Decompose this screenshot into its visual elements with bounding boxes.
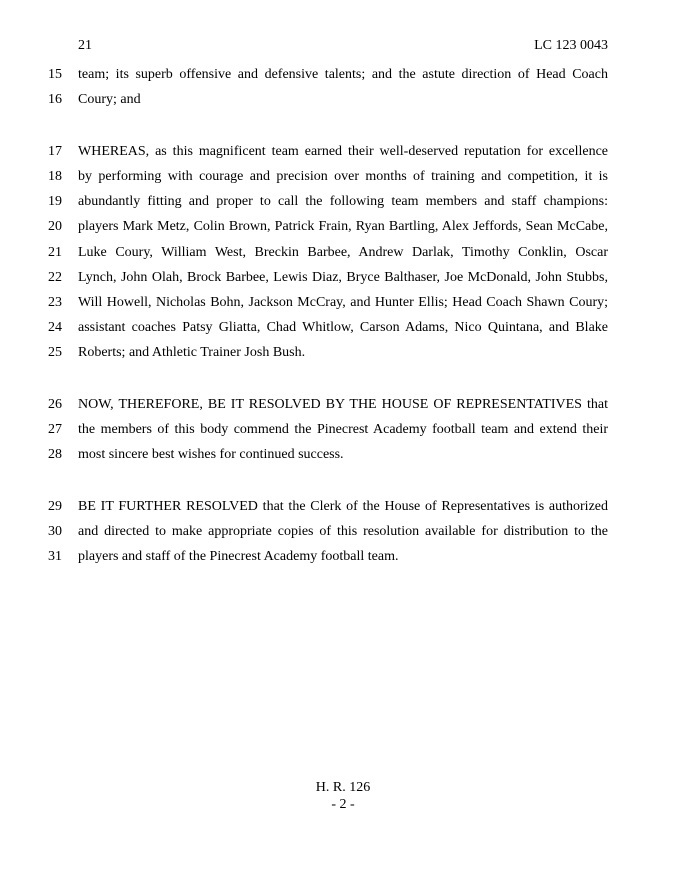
line-text: and directed to make appropriate copies of this resolution available for distribution to the (78, 524, 608, 539)
line-text: Lynch, John Olah, Brock Barbee, Lewis Diaz, Bryce Balthaser, Joe McDonald, John Stubbs, (78, 270, 608, 285)
line-24 (0, 318, 686, 338)
line-30 (0, 522, 686, 542)
line-number: 22 (48, 270, 62, 285)
footer-page-number: - 2 - (331, 797, 355, 812)
line-15 (0, 65, 686, 85)
line-text: Coury; and (78, 92, 141, 107)
line-text: most sincere best wishes for continued success. (78, 447, 344, 462)
line-19 (0, 192, 686, 212)
line-text: WHEREAS, as this magnificent team earned their well-deserved reputation for excellence (78, 144, 608, 159)
line-number: 23 (48, 295, 62, 310)
line-text: Luke Coury, William West, Breckin Barbee, Andrew Darlak, Timothy Conklin, Oscar (78, 245, 608, 260)
line-text: team; its superb offensive and defensive talents; and the astute direction of Head Coach (78, 67, 608, 82)
line-number: 24 (48, 320, 62, 335)
line-text: the members of this body commend the Pinecrest Academy football team and extend their (78, 422, 608, 437)
line-text: abundantly fitting and proper to call the following team members and staff champions: (78, 194, 608, 209)
line-18 (0, 167, 686, 187)
line-number: 18 (48, 169, 62, 184)
line-text: assistant coaches Patsy Gliatta, Chad Whitlow, Carson Adams, Nico Quintana, and Blake (78, 320, 608, 335)
line-16 (0, 90, 686, 110)
footer-bill-number: H. R. 126 (315, 780, 371, 795)
line-text: BE IT FURTHER RESOLVED that the Clerk of the House of Representatives is authorized (78, 499, 608, 514)
line-text: by performing with courage and precision over months of training and competition, it is (78, 169, 608, 184)
line-22 (0, 268, 686, 288)
line-21 (0, 243, 686, 263)
line-number: 20 (48, 219, 62, 234)
line-text: Will Howell, Nicholas Bohn, Jackson McCray, and Hunter Ellis; Head Coach Shawn Coury; (78, 295, 608, 310)
line-number: 26 (48, 397, 62, 412)
line-17 (0, 142, 686, 162)
line-number: 21 (48, 245, 62, 260)
line-28 (0, 445, 686, 465)
line-number: 29 (48, 499, 62, 514)
line-number: 31 (48, 549, 62, 564)
line-number: 30 (48, 524, 62, 539)
line-number: 27 (48, 422, 62, 437)
line-text: players Mark Metz, Colin Brown, Patrick Frain, Ryan Bartling, Alex Jeffords, Sean McCabe, (78, 219, 608, 234)
line-text: Roberts; and Athletic Trainer Josh Bush. (78, 345, 306, 360)
line-20 (0, 217, 686, 237)
line-number: 19 (48, 194, 62, 209)
line-27 (0, 420, 686, 440)
line-number: 16 (48, 92, 62, 107)
line-number: 25 (48, 345, 62, 360)
line-26 (0, 395, 686, 415)
line-text: players and staff of the Pinecrest Academy football team. (78, 549, 399, 564)
line-number: 17 (48, 144, 62, 159)
line-29 (0, 497, 686, 517)
line-number: 15 (48, 67, 62, 82)
line-23 (0, 293, 686, 313)
line-31 (0, 547, 686, 567)
line-25 (0, 343, 686, 363)
line-text: NOW, THEREFORE, BE IT RESOLVED BY THE HOUSE OF REPRESENTATIVES that (78, 397, 608, 412)
header-page-number: 21 (78, 38, 92, 53)
header-lc-number: LC 123 0043 (534, 38, 608, 53)
line-number: 28 (48, 447, 62, 462)
